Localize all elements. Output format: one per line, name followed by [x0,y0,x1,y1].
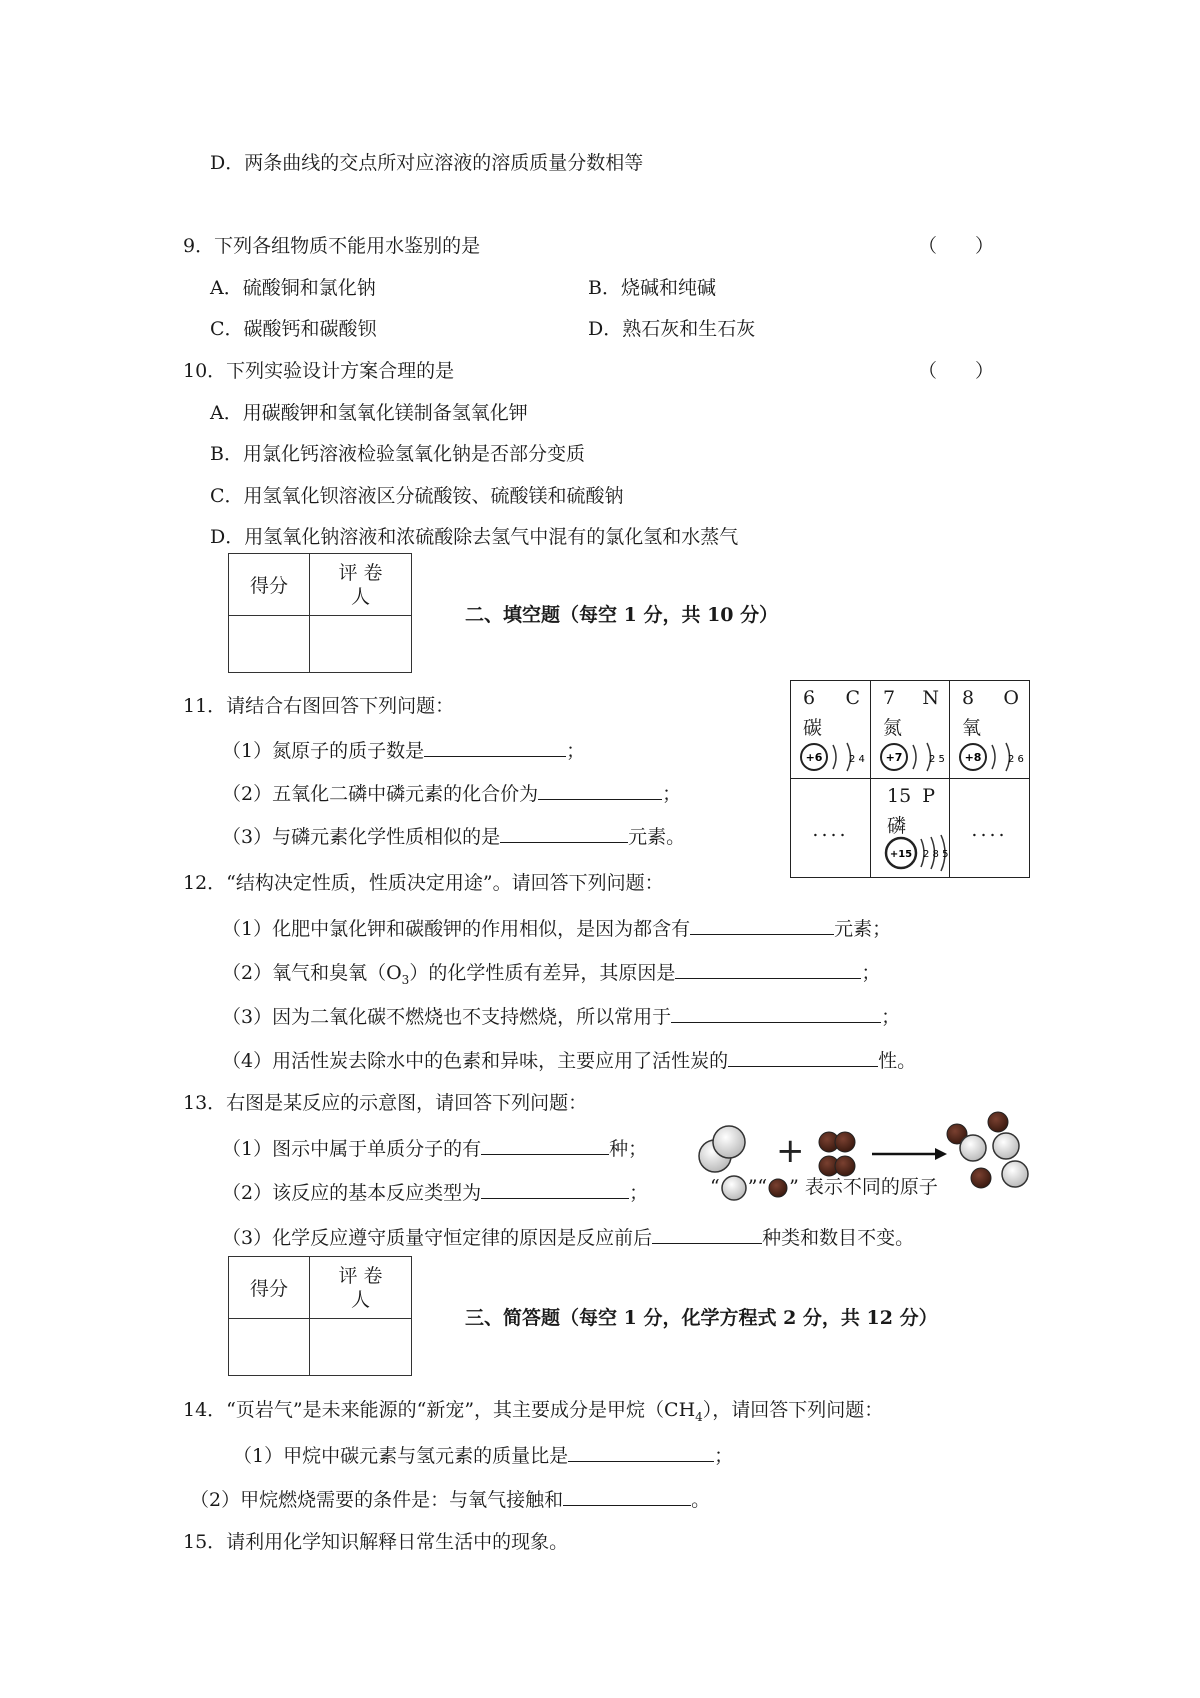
q12-stem: 12．“结构决定性质，性质决定用途”。请回答下列问题： [183,872,664,894]
q13-part1-text: （1）图示中属于单质分子的有 [222,1138,482,1160]
q14-part1-end: ； [714,1445,734,1467]
legend-quote-mid: ”“ [747,1176,768,1198]
q11-part1-text: （1）氮原子的质子数是 [222,740,425,762]
product-molecule-lower [971,1161,1028,1188]
score-label: 得分 [229,1257,310,1319]
q13-part1-end: 种； [609,1138,648,1160]
grader-label [310,1257,412,1319]
legend-quote-open: “ [710,1176,720,1198]
q14-part1-text: （1）甲烷中碳元素与氢元素的质量比是 [233,1445,569,1467]
q11-part3-end: 元素。 [628,826,686,848]
atomic-number: 7 [883,687,896,709]
score-input-cell[interactable] [229,1319,310,1376]
q11-part2-text: （2）五氧化二磷中磷元素的化合价为 [222,783,539,805]
q8-option-d: D．两条曲线的交点所对应溶液的溶质质量分数相等 [210,152,644,174]
score-label: 得分 [229,554,310,616]
element-name: 磷 [887,815,907,837]
element-cell-ellipsis-right [950,779,1029,877]
q10-answer-paren: （ ） [918,360,995,382]
electron-shells: 2 6 [1008,754,1024,765]
element-name: 氮 [883,717,903,739]
atom-structure-icon [956,739,1026,775]
element-name: 氧 [962,717,982,739]
element-symbol: O [1003,687,1019,709]
q12-part4-text: （4）用活性炭去除水中的色素和异味，主要应用了活性炭的 [222,1050,729,1072]
q14-stem [183,1397,883,1430]
periodic-table-fragment [790,680,1030,878]
q13-part3 [222,1223,914,1251]
q14-part1 [233,1441,733,1469]
q10-option-b: B．用氯化钙溶液检验氢氧化钠是否部分变质 [210,443,585,465]
q13-part3-blank[interactable] [652,1223,762,1244]
white-diatomic-molecule [699,1126,745,1172]
q13-part3-text: （3）化学反应遵守质量守恒定律的原因是反应前后 [222,1227,653,1249]
q12-part2-blank[interactable] [675,958,861,979]
q12-part4-end: 性。 [878,1050,917,1072]
q12-part3-blank[interactable] [671,1002,881,1023]
grader-label-line2: 人 [350,1288,370,1311]
q12-part2-subscript: 3 [401,972,410,987]
electron-shells: 2 5 [929,754,945,765]
atomic-number: 6 [803,687,816,709]
q14-stem-text-b: ），请回答下列问题： [702,1399,884,1421]
section2-title: 二、填空题（每空 1 分，共 10 分） [465,604,779,626]
nucleus-charge: +6 [805,751,823,764]
score-table-section3 [228,1256,412,1376]
q14-part2-text: （2）甲烷燃烧需要的条件是：与氧气接触和 [190,1489,564,1511]
q12-part3-text: （3）因为二氧化碳不燃烧也不支持燃烧，所以常用于 [222,1006,672,1028]
q12-part1-text: （1）化肥中氯化钾和碳酸钾的作用相似，是因为都含有 [222,918,691,940]
element-cell-oxygen [950,681,1029,779]
q12-part1-end: 元素； [834,918,892,940]
q9-option-d: D．熟石灰和生石灰 [588,318,756,340]
q12-part4-blank[interactable] [728,1046,878,1067]
grader-label [310,554,412,616]
q12-part2-text-b: ）的化学性质有差异，其原因是 [409,962,676,984]
q9-stem: 9．下列各组物质不能用水鉴别的是 [183,235,481,257]
q11-part1 [222,736,585,764]
q12-part2 [222,958,880,993]
element-symbol: P [922,785,935,807]
grader-label-line2: 人 [350,585,370,608]
q11-part1-blank[interactable] [424,736,566,757]
q10-option-c: C．用氢氧化钡溶液区分硫酸铵、硫酸镁和硫酸钠 [210,485,624,507]
score-input-cell[interactable] [229,616,310,673]
plus-sign: + [776,1131,805,1171]
grader-input-cell[interactable] [310,1319,412,1376]
q11-part2-end: ； [662,783,682,805]
q14-part2-end: 。 [691,1489,711,1511]
q13-part3-end: 种类和数目不变。 [762,1227,915,1249]
q11-part3 [222,822,685,850]
q13-part1 [222,1134,647,1162]
atom-structure-icon [877,739,947,775]
element-name: 碳 [803,717,823,739]
reaction-arrow-head [935,1148,947,1160]
q12-part3 [222,1002,900,1030]
ellipsis: .... [971,819,1008,841]
q12-part1 [222,914,891,942]
q12-part4 [222,1046,916,1074]
dark-diatomic-molecule-top [819,1132,855,1152]
nucleus-charge: +8 [964,751,982,764]
grader-label-line1: 评 卷 [338,561,383,584]
legend-text: ” 表示不同的原子 [789,1176,938,1198]
q13-part2 [222,1178,648,1206]
q13-part2-end: ； [629,1182,649,1204]
grader-input-cell[interactable] [310,616,412,673]
product-molecule-right [988,1112,1019,1159]
q14-part2 [190,1485,710,1513]
q9-option-a: A．硫酸铜和氯化钠 [210,277,376,299]
nucleus-charge: +7 [885,751,903,764]
q10-option-d: D．用氢氧化钠溶液和浓硫酸除去氢气中混有的氯化氢和水蒸气 [210,526,739,548]
q12-part1-blank[interactable] [690,914,834,935]
q12-part2-text-a: （2）氧气和臭氧（O [222,962,402,984]
q13-stem: 13．右图是某反应的示意图，请回答下列问题： [183,1092,588,1114]
q14-stem-text-a: 14．“页岩气”是未来能源的“新宠”，其主要成分是甲烷（CH [183,1399,696,1421]
nucleus-charge: +15 [889,849,913,860]
electron-shells: 2 4 [849,754,865,765]
q12-part2-end: ； [861,962,881,984]
q11-part2-blank[interactable] [538,779,662,800]
dark-atom-icon [767,1177,789,1199]
white-atom-icon [720,1174,748,1202]
atom-structure-icon [883,833,959,873]
electron-shells: 2 8 5 [923,849,949,860]
q14-part2-blank[interactable] [563,1485,691,1506]
element-cell-phosphorus [871,779,950,877]
score-table-section2 [228,553,412,673]
reaction-legend [710,1172,938,1202]
element-cell-ellipsis-left [791,779,871,877]
q13-part2-blank[interactable] [481,1178,629,1199]
grader-label-line1: 评 卷 [338,1264,383,1287]
element-symbol: N [922,687,939,709]
q10-option-a: A．用碳酸钾和氢氧化镁制备氢氧化钾 [210,402,528,424]
q10-stem: 10．下列实验设计方案合理的是 [183,360,455,382]
q14-stem-subscript: 4 [695,1409,703,1424]
q12-part3-end: ； [881,1006,901,1028]
element-cell-nitrogen [871,681,950,779]
q11-stem: 11．请结合右图回答下列问题： [183,695,455,717]
ellipsis: .... [812,819,849,841]
q11-part1-end: ； [566,740,586,762]
q15-stem: 15．请利用化学知识解释日常生活中的现象。 [183,1531,569,1553]
element-symbol: C [845,687,860,709]
atom-structure-icon [797,739,867,775]
q13-part1-blank[interactable] [481,1134,609,1155]
q13-part2-text: （2）该反应的基本反应类型为 [222,1182,482,1204]
q9-option-b: B．烧碱和纯碱 [588,277,716,299]
atomic-number: 15 [887,785,912,807]
section3-title: 三、简答题（每空 1 分，化学方程式 2 分，共 12 分） [465,1307,938,1329]
atomic-number: 8 [962,687,975,709]
q11-part2 [222,779,681,807]
product-molecule-upper [947,1124,986,1161]
q9-option-c: C．碳酸钙和碳酸钡 [210,318,377,340]
q9-answer-paren: （ ） [918,235,995,257]
q14-part1-blank[interactable] [568,1441,714,1462]
q11-part3-blank[interactable] [500,822,628,843]
element-cell-carbon [791,681,871,779]
q11-part3-text: （3）与磷元素化学性质相似的是 [222,826,501,848]
